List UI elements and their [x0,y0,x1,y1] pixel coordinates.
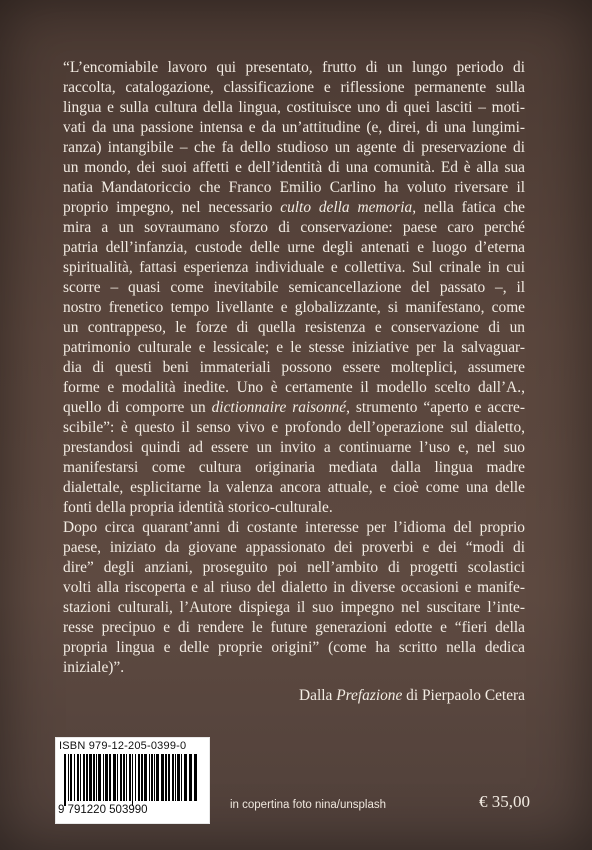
barcode-digits: 9 791220 503990 [58,804,148,816]
barcode-bar [141,754,143,801]
text-line: resse precipuo e di rendere le future generazioni edotte e “fieri della [63,619,525,636]
barcode-bar [165,754,167,801]
barcode-bar [149,754,150,801]
text-segment: proprio impegno, nel necessario [63,199,281,216]
barcode-bar [98,754,101,801]
text-segment: , nella fatica che [412,199,525,216]
barcode-bar [120,754,122,801]
attribution-post: di Pierpaolo Cetera [402,687,525,704]
text-segment: quello di comporre un [63,399,212,416]
barcode-bar [177,754,180,801]
attribution-pre: Dalla [299,687,337,704]
barcode-bar [168,754,170,801]
text-line: fonti della propria identità storico-culturale. [63,499,333,516]
isbn-text: ISBN 979-12-205-0399-0 [59,740,187,752]
barcode-bar [156,754,159,801]
italic-title: culto della memoria [280,199,413,216]
text-line: patrimonio culturale e lessicale; e le stesse iniziative per la salvaguar- [63,339,525,356]
text-line: natia Mandatoriccio che Franco Emilio Carlino ha voluto riversare il [63,179,525,196]
barcode-bars [64,754,200,806]
barcode-bar [189,754,192,801]
barcode-bar [129,754,131,801]
barcode-bar [184,754,187,801]
barcode-bar [161,754,164,801]
barcode-label [55,737,210,824]
text-line [63,398,525,418]
text-line: un contrappeso, le forze di quella resistenza e conservazione di un [63,319,525,336]
barcode-bar [70,754,72,801]
barcode-bar [74,754,75,801]
barcode-bar [68,754,69,801]
attribution-italic: Prefazione [336,687,403,704]
price-label: € 35,00 [479,792,530,811]
barcode-bar [103,754,104,801]
attribution-line [63,686,525,706]
text-line: lingua e sulla cultura della lingua, costituisce uno di quei lasciti – moti- [63,99,525,116]
text-line: un mondo, dei suoi affetti e dell’identità di una comunità. Ed è alla sua [63,159,525,176]
text-line [63,198,525,218]
barcode-bar [96,754,97,801]
text-segment: , strumento “aperto e accre- [346,399,525,416]
barcode-bar [80,754,81,801]
barcode-bar [86,754,88,801]
text-line: stazioni culturali, l’Autore dispiega il suo impegno nel suscitare l’inte- [63,599,525,616]
barcode-bar [135,754,136,801]
blurb-text [63,58,525,706]
barcode-bar [109,754,111,801]
barcode-bar [181,754,182,801]
text-line: Dopo circa quarant’anni di costante interesse per l’idioma del proprio [63,519,525,536]
text-line: mira a un sovraumano sforzo di conservazione: paese caro perché [63,219,525,236]
text-line: manifestarsi come cultura originaria mediata dalla lingua madre [63,459,525,476]
cover-photo-credit: in copertina foto nina/unsplash [230,799,386,811]
text-line: paese, iniziato da giovane appassionato dei proverbi e dei “modi di [63,539,525,556]
barcode-bar [64,754,66,806]
barcode-bar [105,754,108,801]
text-line: forme e modalità inedite. Uno è certamente il modello scelto dall’A., [63,379,525,396]
barcode-bar [83,754,85,801]
text-line: vati da una passione intensa e da un’attitudine (e, direi, di una lungimi- [63,119,525,136]
barcode-bar [93,754,95,801]
barcode-bar [154,754,155,801]
barcode-bar [138,754,140,801]
text-line: scibile”: è questo il senso vivo e profondo dell’operazione sul dialetto, [63,419,525,436]
text-line: propria lingua e delle proprie origini” (come ha scritto nella dedica [63,639,525,656]
text-line: volti alla riscoperta e al riuso del dialetto in diverse occasioni e manife- [63,579,525,596]
text-line: scorre – quasi come inevitabile semicancellazione del passato –, il [63,279,525,296]
text-line: raccolta, catalogazione, classificazione e riflessione permanente sulla [63,79,525,96]
barcode-bar [172,754,174,801]
text-line: prestandosi quindi ad essere un invito a continuarne l’uso e, nel suo [63,439,525,456]
text-line: dia di questi beni immateriali possono essere molteplici, assumere [63,359,525,376]
barcode-bar [175,754,176,801]
text-line: iniziale)”. [63,659,125,676]
text-line: ranza) intangibile – che fa dello studioso un agente di preservazione di [63,139,525,156]
text-line: dialettale, esplicitarne la valenza ancora attuale, e cioè come una delle [63,479,525,496]
barcode-bar [113,754,116,801]
barcode-bar [77,754,79,801]
barcode-bar [117,754,118,801]
barcode-bar [151,754,153,801]
barcode-bar [194,754,197,801]
barcode-bar [144,754,147,801]
barcode-bar [89,754,92,801]
text-line: patria dell’infanzia, custode delle urne degli antenati e luogo d’eterna [63,239,525,256]
text-line: “L’encomiabile lavoro qui presentato, frutto di un lungo periodo di [63,59,525,76]
barcode-bar [123,754,125,801]
italic-title: dictionnaire raisonné [211,399,347,416]
text-line: dire” degli anziani, proseguito poi nell’ambito di progetti scolastici [63,559,525,576]
text-line: spiritualità, fattasi esperienza individuale e collettiva. Sul crinale in cui [63,259,525,276]
barcode-bar [126,754,127,801]
text-line: nostro frenetico tempo livellante e globalizzante, si manifestano, come [63,299,525,316]
barcode-bar [132,754,133,806]
